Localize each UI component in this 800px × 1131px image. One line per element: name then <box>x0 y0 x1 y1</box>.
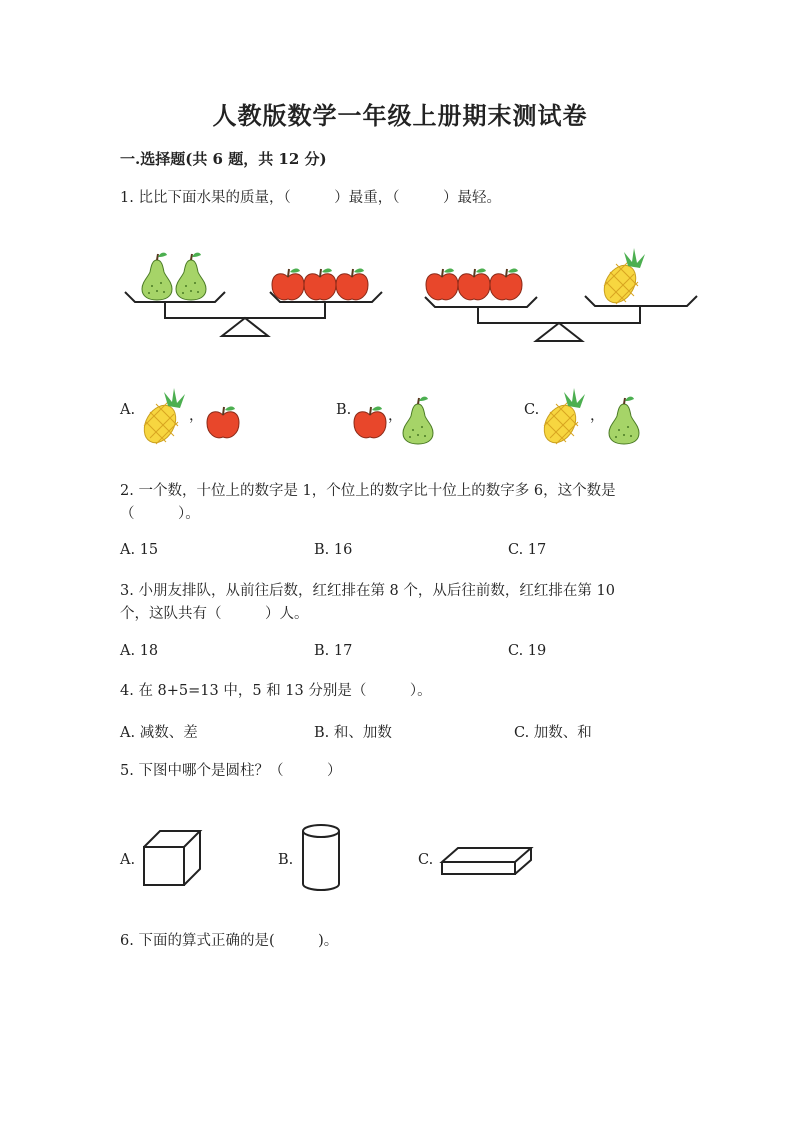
question-3-option-b[interactable]: B. 17 <box>314 643 353 659</box>
question-2-option-c[interactable]: C. 17 <box>508 542 547 558</box>
question-2-text-line2: （ ）。 <box>120 506 200 522</box>
balance-scale-right <box>425 248 697 341</box>
question-3-text-line2: 个，这队共有（ ）人。 <box>120 606 309 622</box>
cube-icon <box>144 831 200 885</box>
option-a-apple-icon <box>207 407 239 438</box>
apple-icon <box>304 269 336 300</box>
apple-icon <box>336 269 368 300</box>
question-2-option-b[interactable]: B. 16 <box>314 542 353 558</box>
pineapple-icon <box>598 248 645 308</box>
apple-icon <box>490 269 522 300</box>
question-5-option-b-label[interactable]: B. <box>278 852 294 868</box>
question-3-text-line1: 3. 小朋友排队，从前往后数，红红排在第 8 个，从后往前数，红红排在第 10 <box>120 583 615 599</box>
question-2-text-line1: 2. 一个数，十位上的数字是 1，个位上的数字比十位上的数字多 6，这个数是 <box>120 483 616 499</box>
question-4-option-b[interactable]: B. 和、加数 <box>314 725 392 741</box>
page-title: 人教版数学一年级上册期末测试卷 <box>212 101 588 130</box>
apple-icon <box>272 269 304 300</box>
pear-icon <box>142 253 172 300</box>
option-c-pear-icon <box>609 397 639 444</box>
question-4-text: 4. 在 8+5=13 中，5 和 13 分别是（ ）。 <box>120 683 432 699</box>
question-5-option-a-label[interactable]: A. <box>120 852 136 868</box>
question-3-option-a[interactable]: A. 18 <box>120 643 159 659</box>
option-a-label[interactable]: A. <box>120 402 136 418</box>
option-c-separator: ， <box>590 408 605 424</box>
question-3-option-c[interactable]: C. 19 <box>508 643 547 659</box>
option-c-pineapple-icon <box>538 388 585 448</box>
option-a-pineapple-icon <box>138 388 185 448</box>
question-6-text: 6. 下面的算式正确的是( )。 <box>120 933 339 949</box>
apple-icon <box>458 269 490 300</box>
option-a-separator: ， <box>189 408 204 424</box>
cuboid-icon <box>442 848 531 874</box>
balance-scale-left <box>125 253 382 336</box>
option-c-label[interactable]: C. <box>524 402 540 418</box>
option-b-label[interactable]: B. <box>336 402 352 418</box>
option-b-separator: ， <box>388 408 403 424</box>
question-5-option-c-label[interactable]: C. <box>418 852 434 868</box>
pear-icon <box>176 253 206 300</box>
question-5-text: 5. 下图中哪个是圆柱？（ ） <box>120 763 342 779</box>
question-2-option-a[interactable]: A. 15 <box>120 542 159 558</box>
apple-icon <box>426 269 458 300</box>
question-4-option-a[interactable]: A. 减数、差 <box>120 725 198 741</box>
question-1-text: 1. 比比下面水果的质量，（ ）最重，（ ）最轻。 <box>120 190 501 206</box>
cylinder-icon <box>303 825 339 890</box>
option-b-apple-icon <box>354 407 386 438</box>
question-4-option-c[interactable]: C. 加数、和 <box>514 725 592 741</box>
option-b-pear-icon <box>403 397 433 444</box>
section-heading: 一.选择题(共 6 题，共 12 分) <box>120 150 327 168</box>
